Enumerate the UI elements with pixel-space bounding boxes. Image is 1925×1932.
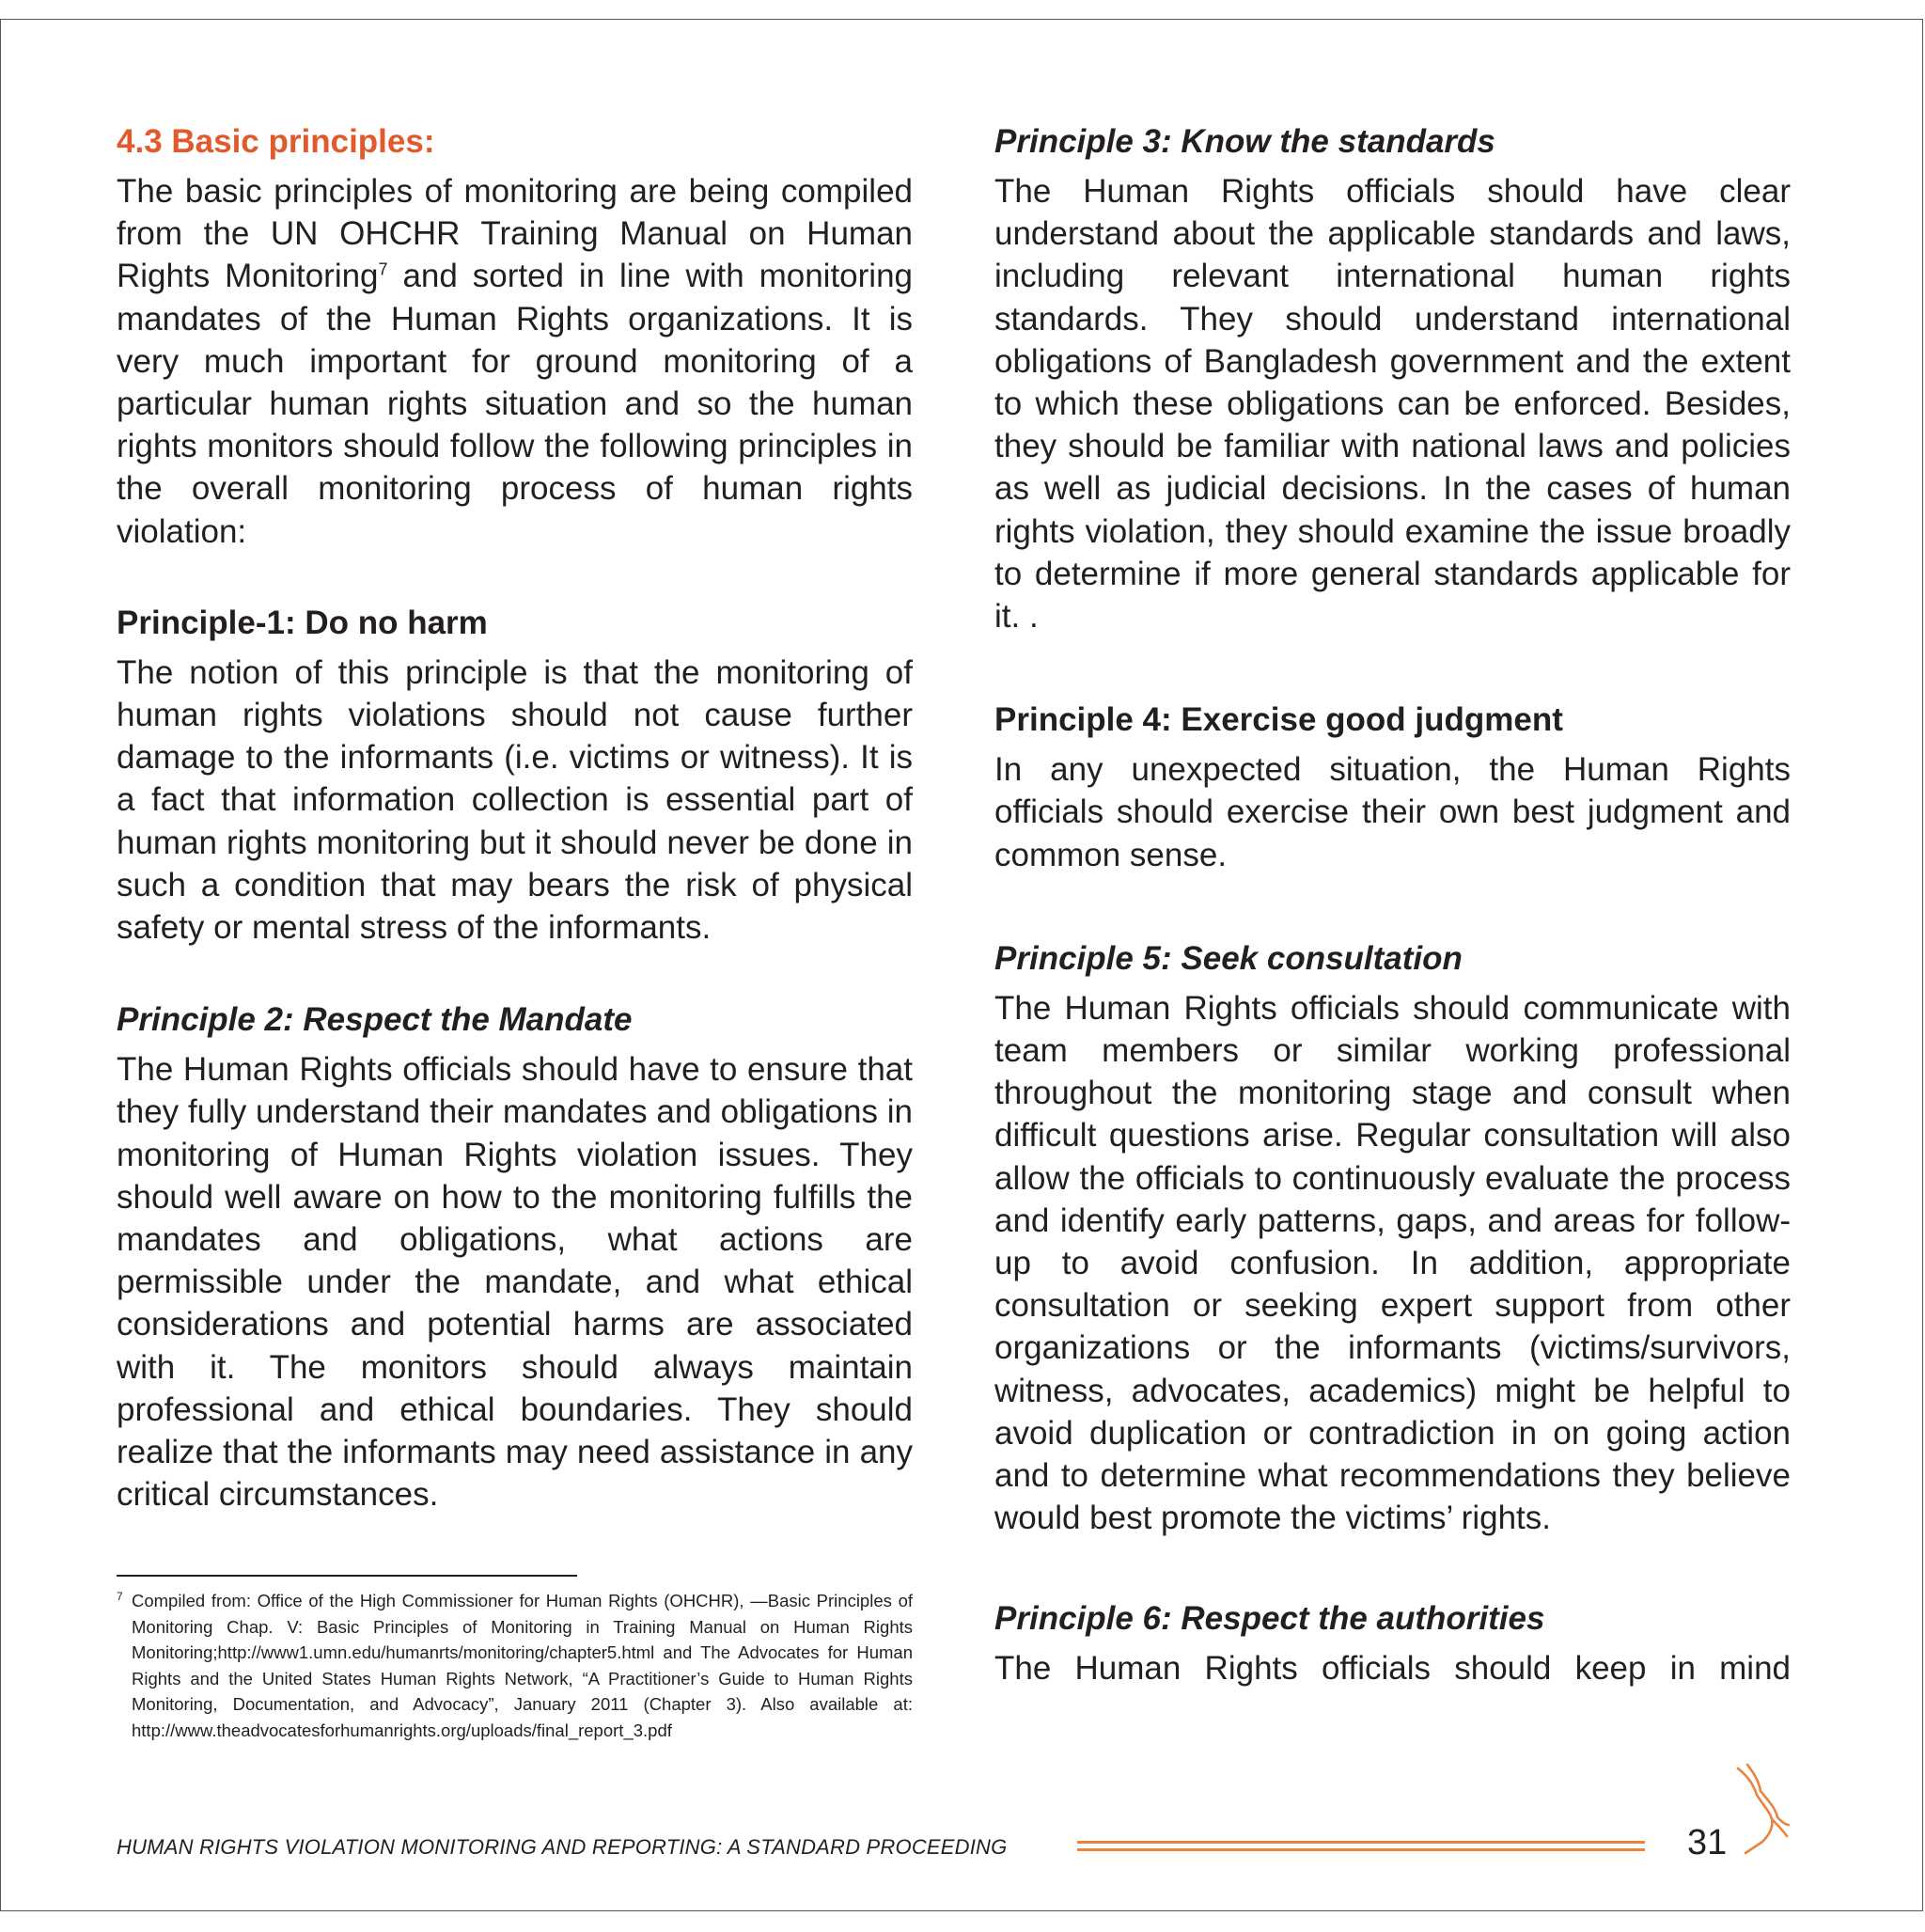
- principle-3-heading: Principle 3: Know the standards: [994, 123, 1495, 160]
- footnote: [117, 1588, 913, 1743]
- principle-1-body: The notion of this principle is that the monitoring of human rights violations should not cause further damage to the informants (i.e. victims or witness). It is a fact that information collection is essential part of human rights monitoring but it should never be done in such a condition that may bears the risk of physical safety or mental stress of the informants.: [117, 653, 913, 947]
- footnote-reference: 7: [378, 259, 388, 279]
- footnote-divider: [117, 1575, 577, 1577]
- dancer-logo-icon: [1734, 1763, 1791, 1857]
- principle-1-heading: Principle-1: Do no harm: [117, 604, 488, 641]
- principle-5-body: The Human Rights officials should communicate with team members or similar working professional throughout the monitoring stage and consult when difficult questions arise. Regular consultation will also allow the officials to continuously evaluate the process and identify early patterns, gaps, and areas for follow-up to avoid confusion. In addition, appropriate consultation or seeking expert support from other organizations or the informants (victims/survivors, witness, advocates, academics) might be helpful to avoid duplication or contradiction in on going action and to determine what recommendations they believe would best promote the victims’ rights.: [994, 989, 1791, 1537]
- principle-5-heading: Principle 5: Seek consultation: [994, 939, 1463, 977]
- intro-text-end: and sorted in line with monitoring mandates of the Human Rights organizations. It is very much important for ground monitoring of a particular human rights situation and so the human rights monitors should follow the following principles in the overall monitoring process of human rights violation:: [117, 258, 913, 550]
- intro-text-start: The basic principles of monitoring are being compiled from the UN OHCHR Training Manual on Human Rights Monitoring: [117, 173, 913, 295]
- right-column: [994, 120, 1791, 1690]
- principle-2-heading: Principle 2: Respect the Mandate: [117, 1001, 633, 1039]
- principle-2-body: The Human Rights officials should have to ensure that they fully understand their mandates and obligations in monitoring of Human Rights violation issues. They should well aware on how to the monitoring fulfills the mandates and obligations, what actions are permissible under the mandate, and what ethical considerations and potential harms are associated with it. The monitors should always maintain professional and ethical boundaries. They should realize that the informants may need assistance in any critical circumstances.: [117, 1051, 913, 1514]
- footnote-text: Compiled from: Office of the High Commissioner for Human Rights (OHCHR), —Basic Principles of Monitoring Chap. V: Basic Principles of Monitoring in Training Manual on Human Rights Monitoring;http://www1.umn.edu/humanrts/monitoring/chapter5.html and The Advocates for Human Rights and the United States Human Rights Network, “A Practitioner’s Guide to Human Rights Monitoring, Documentation, and Advocacy”, January 2011 (Chapter 3). Also available at: http://www.theadvocatesforhumanrights.org/uploads/final_report_3.pdf: [132, 1591, 913, 1740]
- footnote-mark: 7: [117, 1590, 123, 1603]
- intro-paragraph: [117, 170, 913, 553]
- principle-6-heading: Principle 6: Respect the authorities: [994, 1600, 1545, 1638]
- footer-accent-lines: [1077, 1841, 1645, 1856]
- footer-title: HUMAN RIGHTS VIOLATION MONITORING AND REPORTING: A STANDARD PROCEEDING: [117, 1835, 1008, 1859]
- principle-6-body: The Human Rights officials should keep in mind: [994, 1650, 1791, 1688]
- page-number: 31: [1687, 1823, 1728, 1862]
- principle-3-body: The Human Rights officials should have clear understand about the applicable standards and laws, including relevant international human rights standards. They should understand international obligations of Bangladesh government and the extent to which these obligations can be enforced. Besides, they should be familiar with national laws and policies as well as judicial decisions. In the cases of human rights violation, they should examine the issue broadly to determine if more general standards applicable for it. .: [994, 173, 1791, 636]
- principle-4-heading: Principle 4: Exercise good judgment: [994, 701, 1563, 739]
- section-title: 4.3 Basic principles:: [117, 123, 435, 160]
- left-column: [117, 120, 913, 1516]
- principle-4-body: In any unexpected situation, the Human Rights officials should exercise their own best judgment and common sense.: [994, 751, 1791, 873]
